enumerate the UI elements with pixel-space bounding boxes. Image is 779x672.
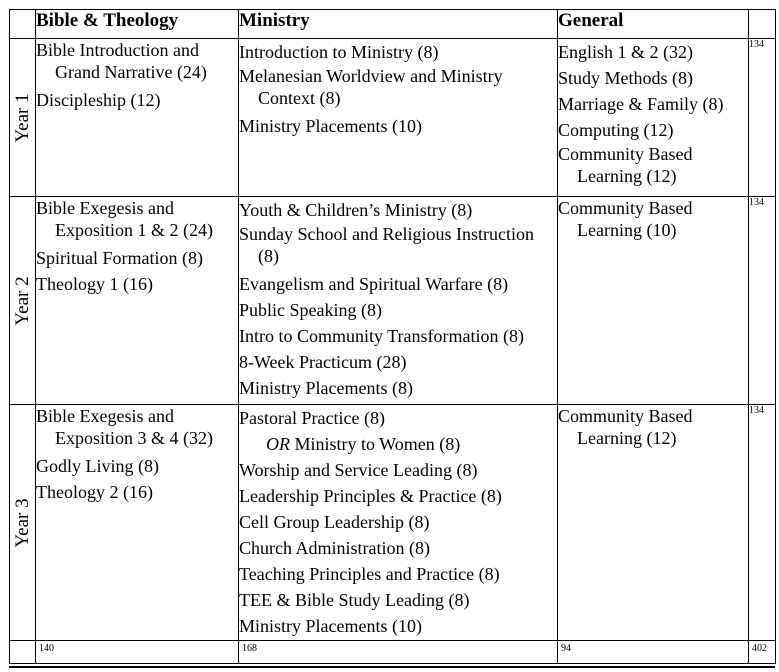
course-item: Evangelism and Spiritual Warfare (8) (239, 274, 509, 294)
course-item: Cell Group Leadership (8) (239, 512, 430, 532)
course-item: Melanesian Worldview and Ministry Context (8) (239, 66, 503, 108)
course-item: Spiritual Formation (8) (36, 248, 203, 268)
year-1-ministry-cell (239, 39, 558, 197)
header-ministry: Ministry (239, 10, 558, 39)
corner-cell (10, 10, 36, 39)
or-label: OR (266, 434, 290, 454)
course-item: Youth & Children’s Ministry (8) (239, 200, 473, 220)
bottom-rule (9, 666, 775, 668)
course-item: Pastoral Practice (8) (239, 408, 385, 428)
year-2-label-cell (10, 197, 36, 405)
year-1-label: Year 1 (11, 92, 33, 143)
year-3-label-cell (10, 405, 36, 641)
course-item: Godly Living (8) (36, 456, 159, 476)
course-item: Leadership Principles & Practice (8) (239, 486, 502, 506)
course-item: 8-Week Practicum (28) (239, 352, 407, 372)
course-item: Bible Introduction and Grand Narrative (24) (36, 40, 207, 82)
course-item: TEE & Bible Study Leading (8) (239, 590, 470, 610)
course-item: Theology 2 (16) (36, 482, 153, 502)
header-total-blank (749, 10, 776, 39)
course-item: Community Based Learning (12) (558, 144, 693, 186)
year-2-total: 134 (749, 197, 776, 405)
total-general: 94 (558, 641, 749, 664)
course-item: Theology 1 (16) (36, 274, 153, 294)
course-item: Bible Exegesis and Exposition 1 & 2 (24) (36, 198, 213, 240)
year-1-label-cell (10, 39, 36, 197)
year-3-total: 134 (749, 405, 776, 641)
year-3-general-cell (558, 405, 749, 641)
course-item: Public Speaking (8) (239, 300, 382, 320)
course-item: Community Based Learning (12) (558, 406, 693, 448)
course-item: Ministry Placements (10) (239, 116, 422, 136)
course-item: Sunday School and Religious Instruction (8) (239, 224, 534, 266)
total-ministry: 168 (239, 641, 558, 664)
alternative-course (239, 431, 557, 457)
year-3-label: Year 3 (11, 497, 33, 548)
course-item: English 1 & 2 (32) (558, 42, 693, 62)
year-1-total: 134 (749, 39, 776, 197)
year-2-general-cell (558, 197, 749, 405)
year-2-label: Year 2 (11, 275, 33, 326)
year-1-general-cell (558, 39, 749, 197)
grand-total: 402 (749, 641, 776, 664)
year-2-row (10, 197, 776, 405)
course-item: Ministry Placements (10) (239, 616, 422, 636)
course-item: Study Methods (8) (558, 68, 693, 88)
course-item: Church Administration (8) (239, 538, 430, 558)
course-item: Introduction to Ministry (8) (239, 42, 439, 62)
course-item: Ministry to Women (8) (294, 434, 461, 454)
course-item: Intro to Community Transformation (8) (239, 326, 524, 346)
course-item: Computing (12) (558, 120, 674, 140)
course-item: Marriage & Family (8) (558, 94, 724, 114)
course-item: Community Based Learning (10) (558, 198, 693, 240)
course-item: Ministry Placements (8) (239, 378, 413, 398)
total-bible-theology: 140 (36, 641, 239, 664)
year-3-row (10, 405, 776, 641)
year-3-bible-cell (36, 405, 239, 641)
year-2-bible-cell (36, 197, 239, 405)
year-1-bible-cell (36, 39, 239, 197)
course-item: Teaching Principles and Practice (8) (239, 564, 500, 584)
totals-corner (10, 641, 36, 664)
course-item: Discipleship (12) (36, 90, 161, 110)
year-3-ministry-cell (239, 405, 558, 641)
year-1-row (10, 39, 776, 197)
header-bible-theology: Bible & Theology (36, 10, 239, 39)
curriculum-table (9, 9, 776, 664)
course-item: Bible Exegesis and Exposition 3 & 4 (32) (36, 406, 213, 448)
header-row (10, 10, 776, 39)
course-item: Worship and Service Leading (8) (239, 460, 478, 480)
header-general: General (558, 10, 749, 39)
totals-row (10, 641, 776, 664)
year-2-ministry-cell (239, 197, 558, 405)
